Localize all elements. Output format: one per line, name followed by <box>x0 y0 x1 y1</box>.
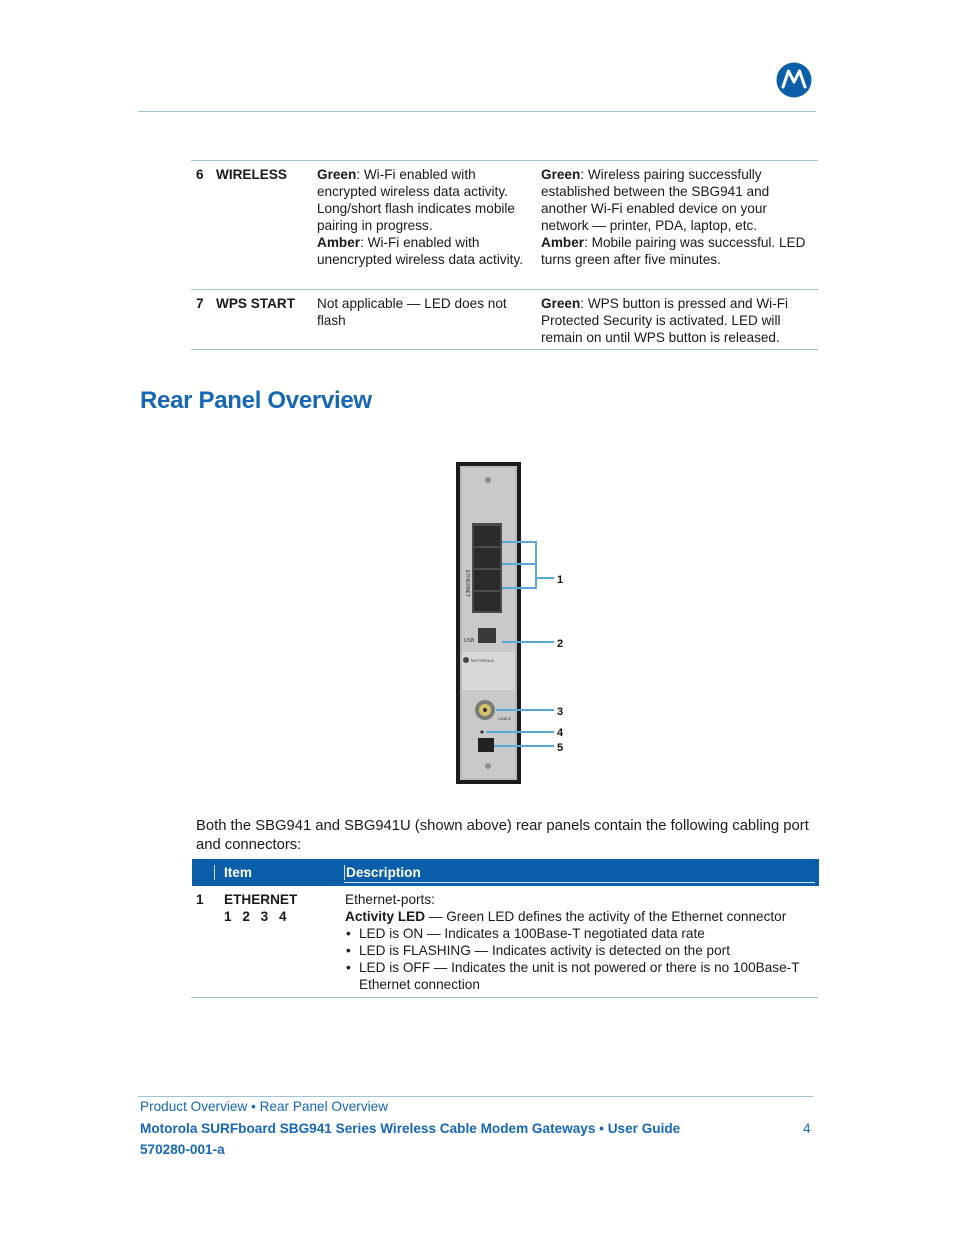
status-label: Green <box>317 167 357 182</box>
status-text: : Wi-Fi enabled with encrypted wireless data activity. Long/short flash indicates mobile pairing in progress. <box>317 167 515 233</box>
desc-intro: Ethernet-ports: <box>345 892 435 907</box>
row-number: 7 <box>196 296 204 311</box>
row-number: 1 <box>196 892 204 907</box>
row-name: WIRELESS <box>216 167 287 182</box>
ethernet-port-label: ETHERNET <box>464 570 470 597</box>
status-text: Not applicable — LED does not flash <box>317 296 507 328</box>
row-number: 6 <box>196 167 204 182</box>
table-row <box>191 886 818 998</box>
header-divider <box>214 865 215 880</box>
cable-port-label: CABLE <box>498 716 512 721</box>
row-col1 <box>317 166 529 268</box>
list-item: • LED is ON — Indicates a 100Base-T negotiated data rate <box>359 925 815 942</box>
desc-strong: Activity LED <box>345 909 426 924</box>
row-col2 <box>541 166 811 268</box>
intro-paragraph: Both the SBG941 and SBG941U (shown above) rear panels contain the following cabling port and connectors: <box>196 818 809 853</box>
row-name: ETHERNET <box>224 892 298 907</box>
status-text: : Mobile pairing was successful. LED turns green after five minutes. <box>541 235 806 267</box>
item-table-header <box>192 859 819 886</box>
page-number: 4 <box>803 1121 811 1136</box>
status-label: Amber <box>541 235 585 250</box>
motorola-logo-icon <box>776 62 812 98</box>
footer-doc-number: 570280-001-a <box>140 1142 225 1157</box>
header-underline <box>344 882 815 883</box>
header-item: Item <box>224 865 252 880</box>
led-table <box>191 160 818 350</box>
status-text: : Wireless pairing successfully established between the SBG941 and another Wi-Fi enabled device on your network — printer, PDA, laptop, etc. <box>541 167 770 233</box>
desc-activity <box>345 908 815 925</box>
footer-breadcrumb: Product Overview • Rear Panel Overview <box>140 1099 389 1114</box>
callout-1: 1 <box>557 574 564 586</box>
footer-title: Motorola SURFboard SBG941 Series Wireless Cable Modem Gateways • User Guide <box>140 1121 681 1136</box>
list-item: • LED is FLASHING — Indicates activity is detected on the port <box>359 942 815 959</box>
callout-5: 5 <box>557 742 564 754</box>
usb-port-label: USB <box>464 638 475 644</box>
callout-3: 3 <box>557 706 564 718</box>
callout-2: 2 <box>557 638 564 650</box>
desc-bullets <box>345 925 815 993</box>
status-text: : Wi-Fi enabled with unencrypted wireless data activity. <box>317 235 524 267</box>
row-col1 <box>317 295 529 329</box>
status-label: Amber <box>317 235 361 250</box>
list-item: • LED is OFF — Indicates the unit is not powered or there is no 100Base-T Ethernet connection <box>359 959 815 993</box>
footer-rule <box>138 1096 813 1097</box>
section-title: Rear Panel Overview <box>140 387 372 414</box>
table-row <box>191 161 818 290</box>
brand-label: MOTOROLA <box>471 658 494 663</box>
rear-panel-image <box>450 460 580 790</box>
row-name: WPS START <box>216 296 296 311</box>
status-label: Green <box>541 296 581 311</box>
status-text: : WPS button is pressed and Wi-Fi Protected Security is activated. LED will remain on until WPS button is released. <box>541 296 789 345</box>
desc-text: — Green LED defines the activity of the Ethernet connector <box>425 909 787 924</box>
row-description <box>345 891 815 993</box>
table-row <box>191 290 818 350</box>
callout-4: 4 <box>557 727 564 739</box>
row-col2 <box>541 295 811 346</box>
row-ports: 1 2 3 4 <box>224 909 287 924</box>
status-label: Green <box>541 167 581 182</box>
header-description: Description <box>346 865 421 880</box>
header-rule <box>138 111 816 112</box>
